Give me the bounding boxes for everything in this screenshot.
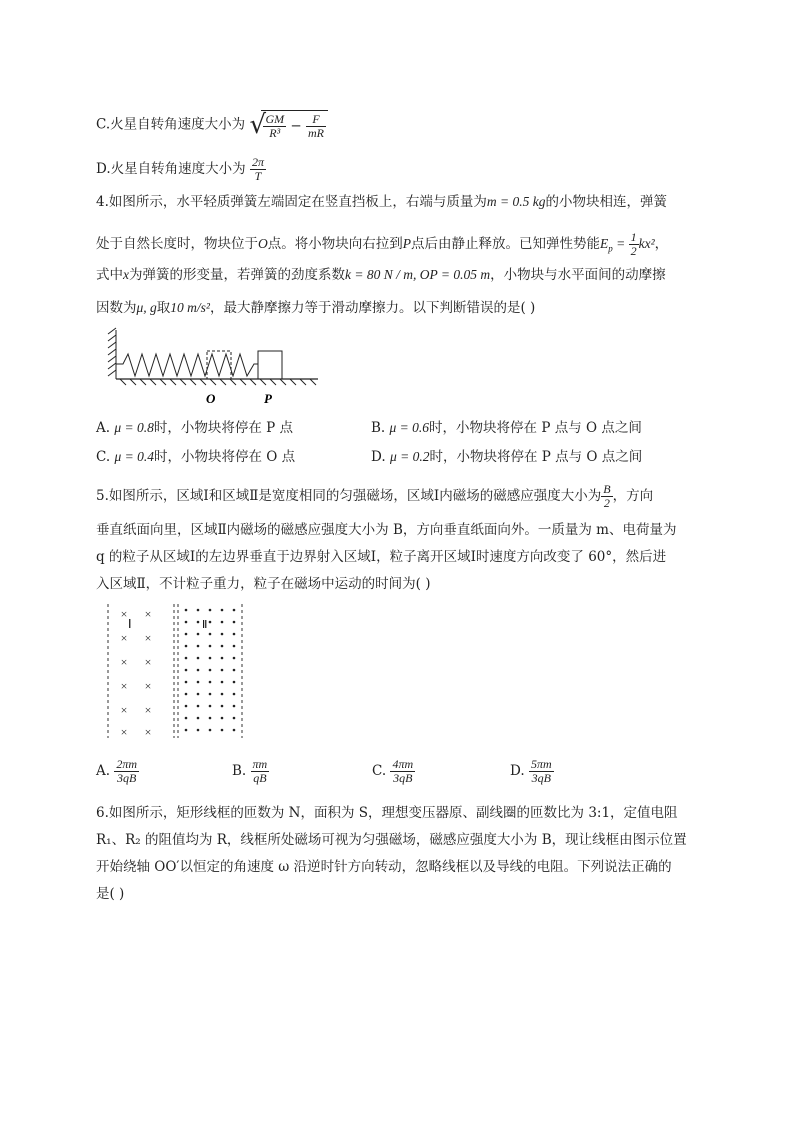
dot-icon xyxy=(185,693,188,696)
option-mu: μ = 0.2 xyxy=(389,449,430,464)
q4-option-a xyxy=(96,418,293,438)
dot-icon xyxy=(209,693,212,696)
dot-icon xyxy=(221,609,224,612)
q5-text: 5.如图所示，区域Ⅰ和区域Ⅱ是宽度相同的匀强磁场，区域Ⅰ内磁场的磁感应强度大小为 xyxy=(96,488,602,504)
dot-icon xyxy=(209,705,212,708)
q4-text: ，最大静摩擦力等于滑动摩擦力。以下判断错误的是( ) xyxy=(209,300,536,316)
fraction-numerator: GM xyxy=(265,112,285,126)
dot-icon xyxy=(185,681,188,684)
fraction-denominator: 2 xyxy=(603,496,610,510)
q4-text: 点后由静止释放。已知弹性势能 xyxy=(411,236,600,252)
dot-icon xyxy=(209,609,212,612)
cross-icon: × xyxy=(120,679,128,693)
q6-line-1: 6.如图所示，矩形线框的匝数为 N，面积为 S，理想变压器原、副线圈的匝数比为 3:1，定值电阻 xyxy=(96,805,678,821)
cross-icon: × xyxy=(120,631,128,645)
fraction-numerator: B xyxy=(603,482,611,496)
dot-icon xyxy=(197,693,200,696)
fraction-denominator: 3qB xyxy=(531,771,551,785)
fraction-denominator: R³ xyxy=(269,126,281,140)
dot-icon xyxy=(209,717,212,720)
minus-sign: − xyxy=(290,118,302,134)
dot-icon xyxy=(197,729,200,732)
dot-icon xyxy=(221,621,224,624)
option-text: 时，小物块将停在 P 点与 O 点之间 xyxy=(429,420,642,436)
dot-icon xyxy=(221,669,224,672)
option-label: A. xyxy=(96,763,111,779)
dot-icon xyxy=(221,681,224,684)
cross-icon: × xyxy=(120,607,128,621)
dot-icon xyxy=(185,609,188,612)
q4-mass: m = 0.5 kg xyxy=(486,194,546,209)
dot-icon xyxy=(185,705,188,708)
dot-icon xyxy=(233,621,236,624)
spring-icon xyxy=(116,354,258,376)
region-i-label: Ⅰ xyxy=(128,617,132,631)
fraction-denominator: mR xyxy=(308,126,325,140)
q6-line-3: 开始绕轴 OO′以恒定的角速度 ω 沿逆时针方向转动，忽略线框以及导线的电阻。下列说法正确的 xyxy=(96,859,672,875)
q3-option-d xyxy=(96,156,266,183)
dot-icon xyxy=(209,621,212,624)
q5-line-4: 入区域Ⅱ，不计粒子重力，粒子在磁场中运动的时间为( ) xyxy=(96,576,431,592)
dot-icon xyxy=(209,657,212,660)
energy-symbol: E xyxy=(600,236,609,251)
q5-option-b xyxy=(232,758,269,785)
dot-icon xyxy=(233,705,236,708)
option-label: C. xyxy=(96,449,111,465)
dot-icon xyxy=(221,633,224,636)
option-mu: μ = 0.4 xyxy=(114,449,154,464)
q4-line-3 xyxy=(96,265,666,285)
field-into-page-icons xyxy=(121,607,152,739)
dot-icon xyxy=(185,621,188,624)
q5-line-2: 垂直纸面向里，区域Ⅱ内磁场的磁感应强度大小为 B，方向垂直纸面向外。一质量为 m、电荷量为 xyxy=(96,522,677,538)
equals-sign: = xyxy=(612,236,629,251)
q5-line-1 xyxy=(96,483,653,510)
fraction-numerator: 4πm xyxy=(392,757,414,771)
dot-icon xyxy=(233,633,236,636)
q4-option-d xyxy=(371,447,642,467)
fraction-numerator: F xyxy=(306,113,326,127)
dot-icon xyxy=(221,645,224,648)
fraction-numerator: 1 xyxy=(630,230,637,244)
region-ii-label: Ⅱ xyxy=(202,619,208,631)
dot-icon xyxy=(233,645,236,648)
dot-icon xyxy=(197,645,200,648)
dot-icon xyxy=(209,681,212,684)
dot-icon xyxy=(185,645,188,648)
fraction-denominator: T xyxy=(254,169,262,183)
dot-icon xyxy=(233,717,236,720)
dot-icon xyxy=(221,729,224,732)
option-mu: μ = 0.8 xyxy=(114,420,154,435)
cross-icon: × xyxy=(144,679,152,693)
q4-option-c xyxy=(96,447,295,467)
point-p: P xyxy=(402,236,411,251)
cross-icon: × xyxy=(144,725,152,739)
dot-icon xyxy=(209,645,212,648)
kx-squared: kx² xyxy=(638,236,655,251)
option-label: D. xyxy=(510,763,525,779)
dot-icon xyxy=(233,657,236,660)
q5-line-3: q 的粒子从区域Ⅰ的左边界垂直于边界射入区域Ⅰ，粒子离开区域Ⅰ时速度方向改变了 60°，然后进 xyxy=(96,549,667,565)
q4-line-1 xyxy=(96,192,667,212)
dot-icon xyxy=(233,669,236,672)
cross-icon: × xyxy=(120,725,128,739)
magnetic-field-figure xyxy=(96,602,256,742)
dot-icon xyxy=(233,693,236,696)
q3-option-c-text: C.火星自转角速度大小为 xyxy=(96,116,246,133)
variable-x: x xyxy=(123,267,129,282)
spring-constant: k = 80 N / m, OP = 0.05 m xyxy=(345,267,491,282)
fraction-denominator: qB xyxy=(253,771,267,785)
dot-icon xyxy=(233,609,236,612)
fraction-numerator: 2πm xyxy=(116,757,138,771)
gravity-value: 10 m/s² xyxy=(170,300,210,315)
point-o: O xyxy=(258,236,268,251)
option-label: B. xyxy=(232,763,247,779)
dot-icon xyxy=(233,681,236,684)
cross-icon: × xyxy=(144,607,152,621)
option-label: A. xyxy=(96,420,111,436)
wall-hatching-icon xyxy=(108,328,116,376)
q6-line-4: 是( ) xyxy=(96,886,125,902)
dot-icon xyxy=(197,717,200,720)
q3-option-d-text: D.火星自转角速度大小为 xyxy=(96,161,246,177)
q4-text: 为弹簧的形变量，若弹簧的劲度系数 xyxy=(129,267,345,283)
fraction-denominator: 2 xyxy=(630,244,637,258)
sqrt-icon: √ xyxy=(249,110,267,140)
cross-icon: × xyxy=(144,655,152,669)
energy-subscript: p xyxy=(608,243,613,254)
dot-icon xyxy=(197,681,200,684)
option-text: 时，小物块将停在 P 点与 O 点之间 xyxy=(429,449,643,465)
fraction-denominator: 3qB xyxy=(393,771,413,785)
dot-icon xyxy=(185,669,188,672)
q6-line-2: R₁、R₂ 的阻值均为 R，线框所处磁场可视为匀强磁场，磁感应强度大小为 B，现让线框由图示位置 xyxy=(96,832,687,848)
dot-icon xyxy=(185,657,188,660)
option-mu: μ = 0.6 xyxy=(389,420,430,435)
fraction-numerator: 5πm xyxy=(530,757,552,771)
q4-text: ，小物块与水平面间的动摩擦 xyxy=(490,267,666,283)
q4-option-b xyxy=(371,418,642,438)
q4-text: ， xyxy=(654,236,669,252)
option-label: C. xyxy=(372,763,387,779)
dot-icon xyxy=(197,669,200,672)
dot-icon xyxy=(197,633,200,636)
dot-icon xyxy=(197,621,200,624)
sqrt-expression xyxy=(249,110,328,140)
q4-text: 4.如图所示，水平轻质弹簧左端固定在竖直挡板上，右端与质量为 xyxy=(96,194,487,210)
q4-text: 因数为 xyxy=(96,300,137,316)
fraction-denominator: 3qB xyxy=(117,771,137,785)
label-o: O xyxy=(206,391,216,406)
mu-g: μ, g xyxy=(136,300,157,315)
q5-option-d xyxy=(510,758,554,785)
dot-icon xyxy=(221,693,224,696)
q4-text: 处于自然长度时，物块位于 xyxy=(96,236,258,252)
q4-line-2 xyxy=(96,231,668,259)
cross-icon: × xyxy=(144,631,152,645)
q4-text: 取 xyxy=(156,300,171,316)
field-out-of-page-icons xyxy=(185,609,236,732)
dot-icon xyxy=(233,729,236,732)
q4-text: 式中 xyxy=(96,267,123,283)
dot-icon xyxy=(185,717,188,720)
option-label: B. xyxy=(371,420,386,436)
q3-option-c xyxy=(96,110,328,140)
q4-line-4 xyxy=(96,298,535,318)
dot-icon xyxy=(209,633,212,636)
dot-icon xyxy=(185,633,188,636)
dot-icon xyxy=(197,705,200,708)
dot-icon xyxy=(221,705,224,708)
dot-icon xyxy=(221,717,224,720)
dot-icon xyxy=(209,669,212,672)
block-at-p xyxy=(258,351,282,379)
q5-text: ，方向 xyxy=(612,488,654,504)
dot-icon xyxy=(197,657,200,660)
dot-icon xyxy=(197,609,200,612)
spring-figure xyxy=(96,324,326,408)
q4-text: 的小物块相连，弹簧 xyxy=(545,194,667,210)
dot-icon xyxy=(221,657,224,660)
dot-icon xyxy=(185,729,188,732)
cross-icon: × xyxy=(120,703,128,717)
option-text: 时，小物块将停在 P 点 xyxy=(153,420,294,436)
label-p: P xyxy=(264,391,272,406)
q5-option-a xyxy=(96,758,139,785)
option-label: D. xyxy=(371,449,386,465)
fraction-numerator: 2π xyxy=(251,155,264,169)
floor-hatching-icon xyxy=(120,379,316,385)
option-text: 时，小物块将停在 O 点 xyxy=(153,449,296,465)
cross-icon: × xyxy=(120,655,128,669)
dot-icon xyxy=(209,729,212,732)
fraction-numerator: πm xyxy=(252,757,268,771)
cross-icon: × xyxy=(144,703,152,717)
q5-option-c xyxy=(372,758,415,785)
q4-text: 点。将小物块向右拉到 xyxy=(267,236,403,252)
